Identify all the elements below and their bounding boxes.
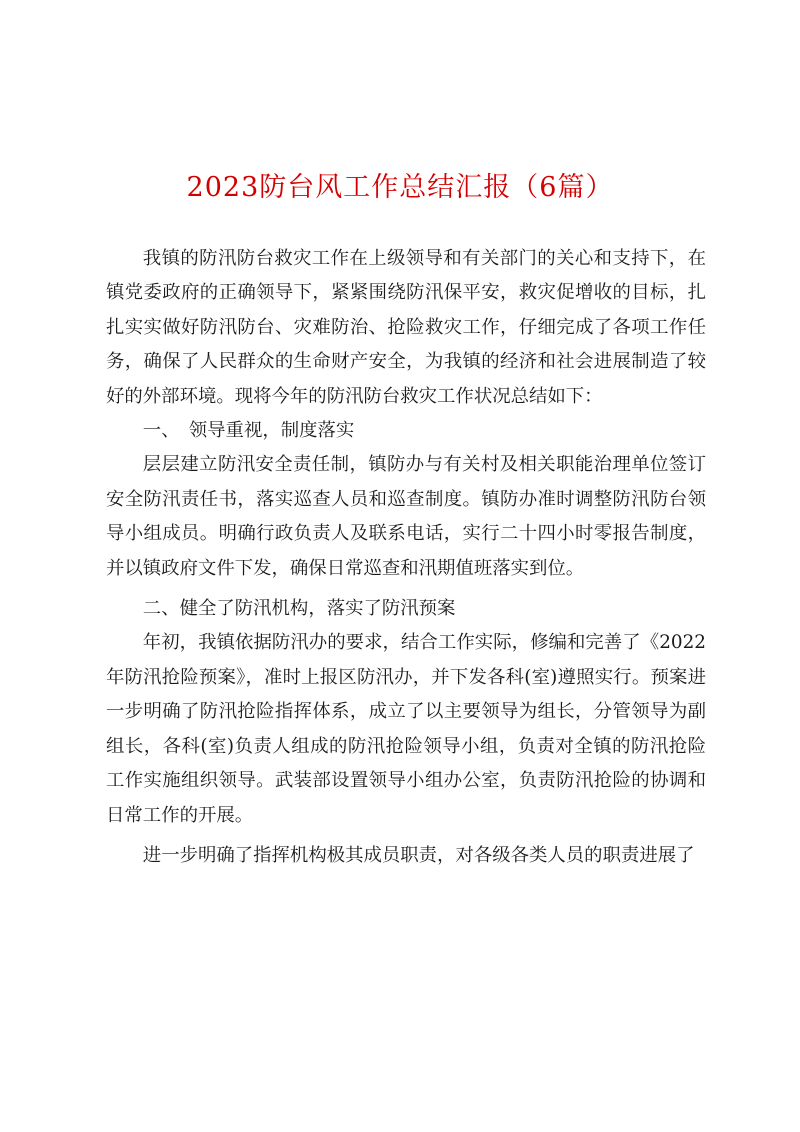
paragraph-section-1: 层层建立防汛安全责任制，镇防办与有关村及相关职能治理单位签订安全防汛责任书，落实巡查人员和巡查制度。镇防办准时调整防汛防台领导小组成员。明确行政负责人及联系电话，实行二十四小时零报告制度，并以镇政府文件下发，确保日常巡查和汛期值班落实到位。 [106,454,706,579]
section-heading-1: 一、 领导重视，制度落实 [142,420,355,442]
paragraph-section-2: 年初，我镇依据防汛办的要求，结合工作实际，修编和完善了《2022年防汛抢险预案》，准时上报区防汛办，并下发各科(室)遵照实行。预案进一步明确了防汛抢险指挥体系，成立了以主要领导为组长，分管领导为副组长，各科(室)负责人组成的防汛抢险领导小组，负责对全镇的防汛抢险工作实施组织领导。武装部设置领导小组办公室，负责防汛抢险的协调和日常工作的开展。 [106,632,706,826]
document-body [106,242,706,873]
paragraph-continuation: 进一步明确了指挥机构极其成员职责，对各级各类人员的职责进展了 [142,844,695,866]
document-title: 2023防台风工作总结汇报（6篇） [186,172,614,203]
section-heading-2: 二、健全了防汛机构，落实了防汛预案 [142,598,456,620]
paragraph-intro: 我镇的防汛防台救灾工作在上级领导和有关部门的关心和支持下，在镇党委政府的正确领导下，紧紧围绕防汛保平安，救灾促增收的目标，扎扎实实做好防汛防台、灾难防治、抢险救灾工作，仔细完成了各项工作任务，确保了人民群众的生命财产安全，为我镇的经济和社会进展制造了较好的外部环境。现将今年的防汛防台救灾工作状况总结如下： [106,248,706,407]
